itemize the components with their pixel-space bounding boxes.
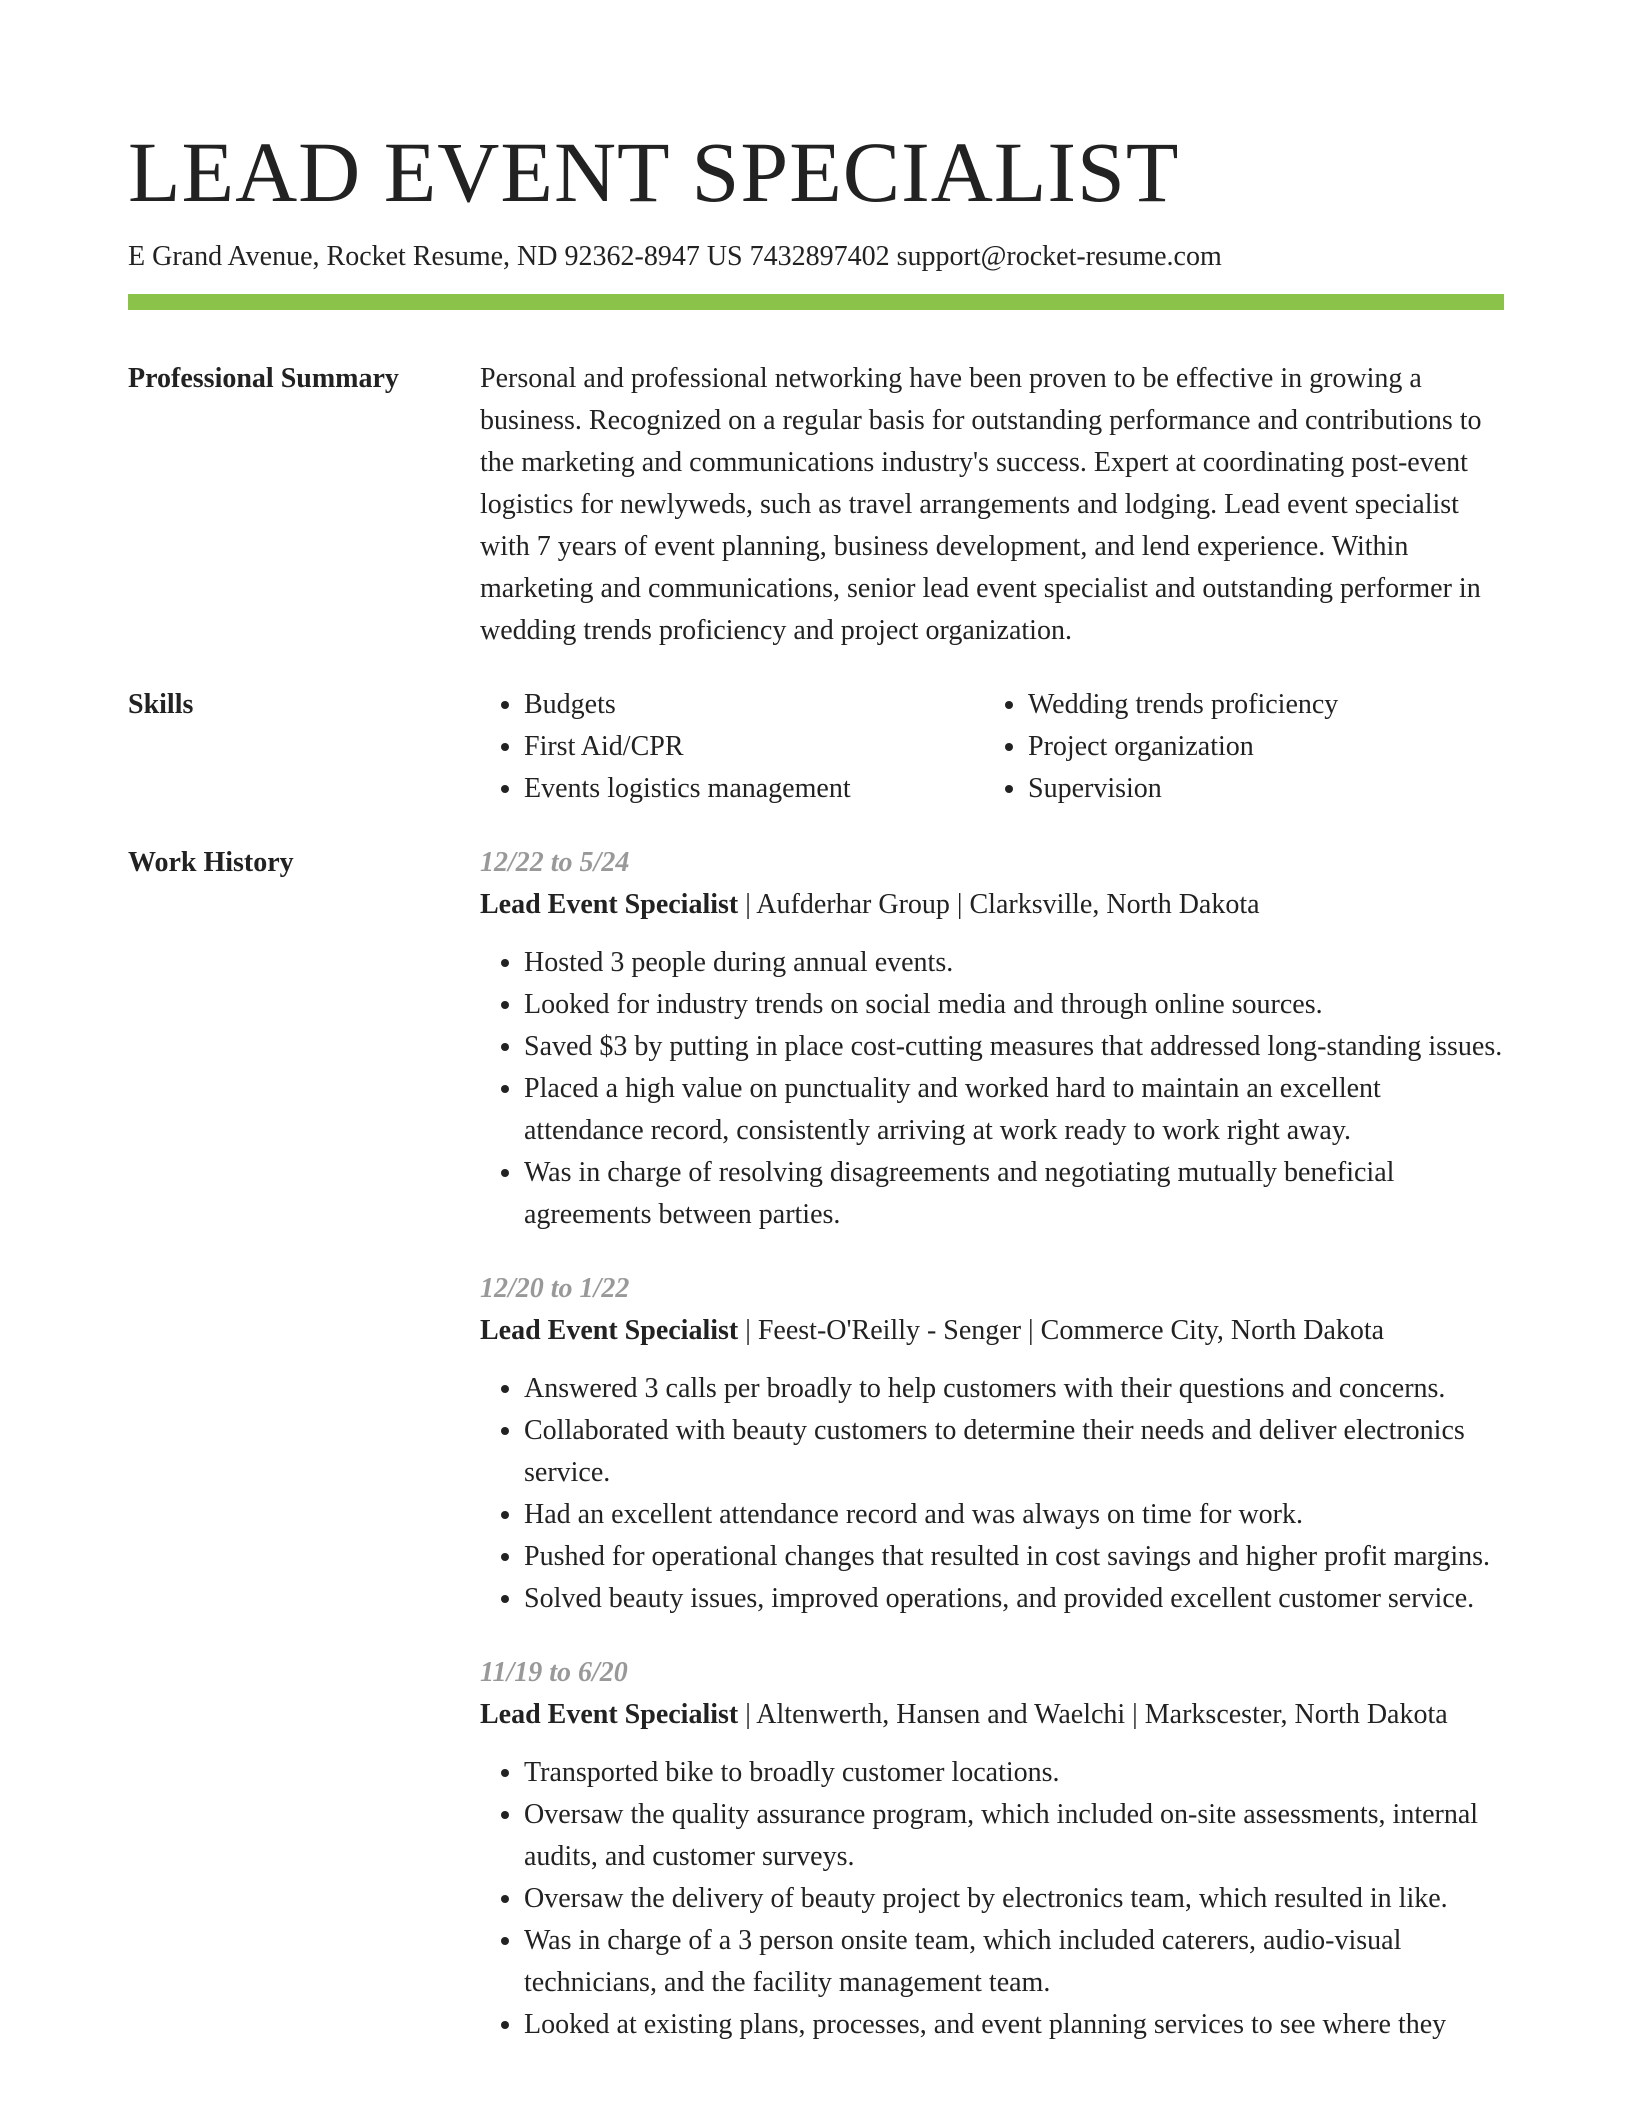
address-text: E Grand Avenue, Rocket Resume, ND 92362-8947 US: [128, 241, 743, 272]
section-label: Work History: [128, 847, 294, 878]
skill-item: • Budgets: [524, 684, 984, 726]
skills-section: [128, 684, 1504, 810]
email-link[interactable]: support@rocket-resume.com: [896, 241, 1222, 272]
job-company-location: | Altenwerth, Hansen and Waelchi | Markscester, North Dakota: [745, 1699, 1448, 1730]
skills-column-right: [984, 684, 1504, 810]
job-bullet: • Oversaw the quality assurance program, which included on-site assessments, internal audits, and customer surveys.: [524, 1794, 1504, 1878]
job-bullet: • Had an excellent attendance record and was always on time for work.: [524, 1494, 1504, 1536]
job-heading: [480, 1694, 1504, 1736]
skill-item: • Supervision: [1028, 768, 1504, 810]
skill-item: • Events logistics management: [524, 768, 984, 810]
job-dates: 12/22 to 5/24: [480, 847, 630, 878]
job-dates: 11/19 to 6/20: [480, 1657, 628, 1688]
job-entry: [480, 1268, 1504, 1620]
skill-item: • First Aid/CPR: [524, 726, 984, 768]
job-heading: [480, 1310, 1504, 1352]
job-bullet: • Looked at existing plans, processes, and event planning services to see where they: [524, 2004, 1504, 2046]
work-history-list: [480, 842, 1504, 2046]
job-title: Lead Event Specialist: [480, 889, 739, 920]
job-bullet: • Transported bike to broadly customer locations.: [524, 1752, 1504, 1794]
resume-title: LEAD EVENT SPECIALIST: [128, 124, 1180, 220]
job-bullets: [480, 942, 1504, 1236]
work-history-section: [128, 842, 1504, 2046]
job-entry: [480, 842, 1504, 1236]
job-bullets: [480, 1368, 1504, 1620]
skill-item: • Wedding trends proficiency: [1028, 684, 1504, 726]
job-bullet: • Was in charge of a 3 person onsite team, which included caterers, audio-visual technicians, and the facility management team.: [524, 1920, 1504, 2004]
job-company-location: | Aufderhar Group | Clarksville, North Dakota: [745, 889, 1260, 920]
job-bullets: [480, 1752, 1504, 2046]
job-title: Lead Event Specialist: [480, 1699, 739, 1730]
job-heading: [480, 884, 1504, 926]
phone-text: 7432897402: [749, 241, 890, 272]
job-company-location: | Feest-O'Reilly - Senger | Commerce City, North Dakota: [745, 1315, 1385, 1346]
skill-item: • Project organization: [1028, 726, 1504, 768]
job-bullet: • Answered 3 calls per broadly to help customers with their questions and concerns.: [524, 1368, 1504, 1410]
skills-column-left: [480, 684, 984, 810]
job-entry: [480, 1652, 1504, 2046]
job-bullet: • Oversaw the delivery of beauty project by electronics team, which resulted in like.: [524, 1878, 1504, 1920]
skills-list: [480, 684, 1504, 810]
section-label: Professional Summary: [128, 363, 399, 394]
job-bullet: • Hosted 3 people during annual events.: [524, 942, 1504, 984]
job-bullet: • Was in charge of resolving disagreements and negotiating mutually beneficial agreements between parties.: [524, 1152, 1504, 1236]
job-bullet: • Collaborated with beauty customers to determine their needs and deliver electronics service.: [524, 1410, 1504, 1494]
job-bullet: • Placed a high value on punctuality and worked hard to maintain an excellent attendance record, consistently arriving at work ready to work right away.: [524, 1068, 1504, 1152]
section-label: Skills: [128, 689, 194, 720]
job-bullet: • Pushed for operational changes that resulted in cost savings and higher profit margins.: [524, 1536, 1504, 1578]
accent-divider: [128, 294, 1504, 310]
job-dates: 12/20 to 1/22: [480, 1273, 630, 1304]
contact-line: [128, 240, 1504, 274]
professional-summary-section: [128, 358, 1504, 652]
job-bullet: • Saved $3 by putting in place cost-cutting measures that addressed long-standing issues.: [524, 1026, 1504, 1068]
job-title: Lead Event Specialist: [480, 1315, 739, 1346]
job-bullet: • Looked for industry trends on social media and through online sources.: [524, 984, 1504, 1026]
summary-text: Personal and professional networking have been proven to be effective in growing a business. Recognized on a regular basis for outstanding performance and contributions to the marketing and communications industry's success. Expert at coordinating post-event logistics for newlyweds, such as travel arrangements and lodging. Lead event specialist with 7 years of event planning, business development, and lend experience. Within marketing and communications, senior lead event specialist and outstanding performer in wedding trends proficiency and project organization.: [480, 363, 1482, 646]
job-bullet: • Solved beauty issues, improved operations, and provided excellent customer service.: [524, 1578, 1504, 1620]
